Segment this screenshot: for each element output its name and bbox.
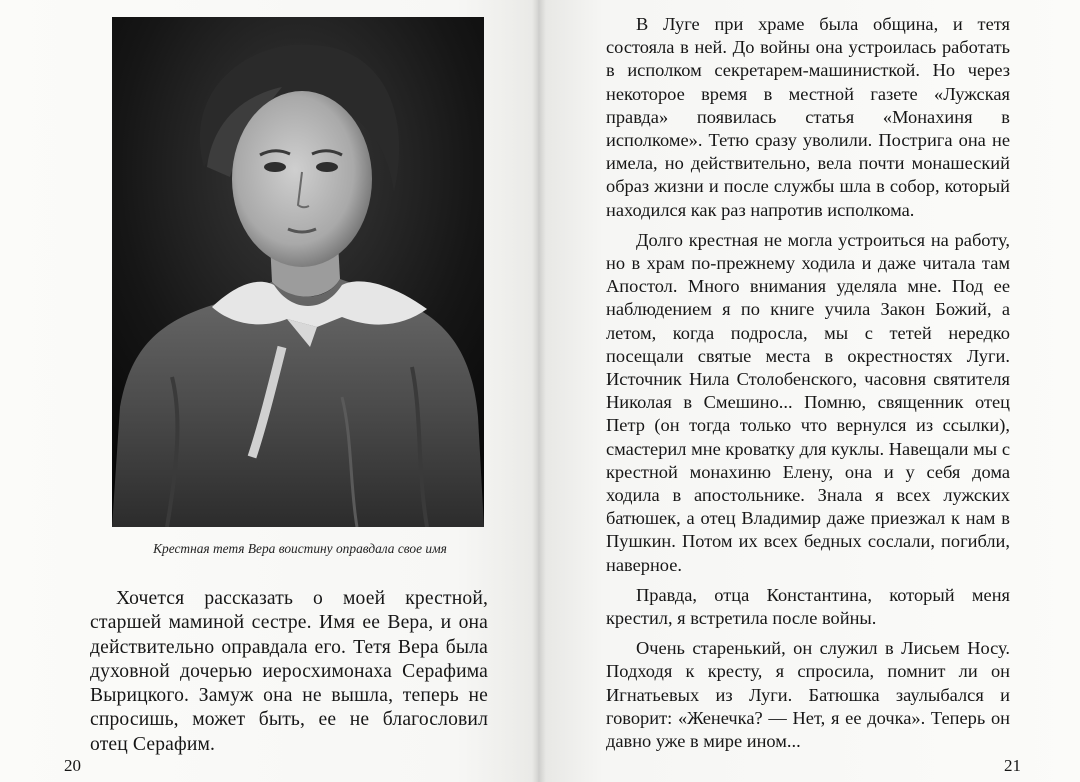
- right-page: [538, 0, 1080, 782]
- portrait-photo: [112, 17, 484, 527]
- paragraph: Очень старенький, он служил в Лисьем Носу. Подходя к кресту, я спросила, помнит ли он Игнатьевых из Луги. Батюшка заулыбался и говорит: «Женечка? — Нет, я ее дочка». Теперь он давно уже в мире ином...: [606, 638, 1010, 752]
- left-page: [0, 0, 538, 782]
- book-gutter: [532, 0, 546, 782]
- paragraph: Хочется рассказать о моей крестной, старшей маминой сестре. Имя ее Вера, и она действительно оправдала его. Тетя Вера была духовной дочерью иеросхимонаха Серафима Вырицкого. Замуж она не вышла, теперь не спросишь, может быть, ее не благословил отец Серафим.: [90, 588, 488, 755]
- paragraph: Правда, отца Константина, который меня крестил, я встретила после войны.: [606, 584, 1010, 629]
- paragraph: В Луге при храме была община, и тетя состояла в ней. До войны она устроилась работать в исполком секретарем-машинисткой. Но через некоторое время в местной газете «Лужская правда» появилась статья «Монахиня в исполкоме». Тетю сразу уволили. Пострига она не имела, но действительно, вела почти монашеский образ жизни и после службы шла в собор, который находился как раз напротив исполкома.: [606, 14, 1010, 220]
- right-page-text: [606, 13, 1010, 753]
- photo-caption: Крестная тетя Вера воистину оправдала свое имя: [153, 541, 447, 556]
- page-number-left: 20: [64, 756, 81, 775]
- page-number-right: 21: [1004, 756, 1021, 775]
- left-page-text: [90, 587, 488, 757]
- paragraph: Долго крестная не могла устроиться на работу, но в храм по-прежнему ходила и даже читала там Апостол. Много внимания уделяла мне. Под ее наблюдением я по книге учила Закон Божий, а летом, когда подросла, мы с тетей нередко посещали святые места в окрестностях Луги. Источник Нила Столобенского, часовня святителя Николая в Смешино... Помню, священник отец Петр (он тогда только что вернулся из ссылки), смастерил мне кроватку для куклы. Навещали мы с крестной монахиню Елену, она и у себя дома ходила в апостольнике. Знала я всех лужских батюшек, а отец Владимир даже приезжал к нам в Пушкин. Потом их всех бедных сослали, погибли, наверное.: [606, 229, 1010, 575]
- portrait-image: [112, 17, 484, 527]
